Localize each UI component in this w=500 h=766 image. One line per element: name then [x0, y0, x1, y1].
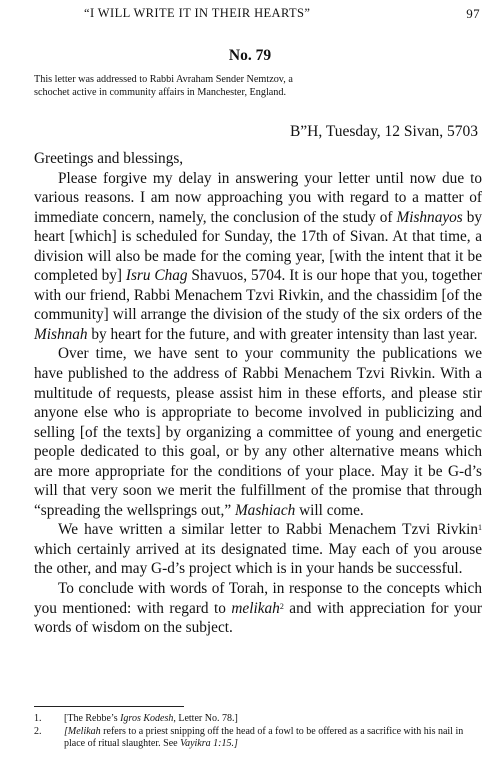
footnote-1 [34, 713, 482, 726]
greeting: Greetings and blessings, [34, 150, 184, 167]
p4-text-c: and with appreciation for your words of wisdom on the subject. [34, 599, 483, 637]
fn1-term-igros-kodesh: Igros Kodesh [120, 713, 174, 724]
footnotes [34, 713, 482, 751]
p1-term-mishnayos: Mishnayos [396, 208, 463, 226]
fn1-text-a: [The Rebbe’s [64, 713, 121, 724]
running-head-title: “I WILL WRITE IT IN THEIR HEARTS” [84, 6, 311, 20]
paragraph-4 [34, 579, 482, 638]
p1-term-mishnah: Mishnah [34, 325, 88, 343]
paragraph-1 [34, 169, 482, 345]
footnote-ref-2: 2 [279, 601, 284, 611]
p3-text-a: We have written a similar letter to Rabbi Menachem Tzvi Rivkin [58, 521, 478, 539]
p1-text-a: Please forgive my delay in answering your letter until now due to various reasons. I am now approaching you with regard to a matter of immediate concern, namely, the conclusion of the study of [34, 169, 482, 226]
fn2-term-melikah: Melikah [67, 725, 101, 737]
p4-text-a: To conclude with words of Torah, in response to the concepts which you mentioned: with regard to [34, 580, 482, 617]
p1-text-c: by heart [which] is scheduled for Sunday, the 17th of Sivan. At that time, a division will also be made for the coming year, [with the intent that it be completed by] [34, 208, 482, 285]
fn2-text-a: [ [64, 725, 68, 737]
paragraph-3 [34, 520, 482, 579]
p1-text-g: by heart for the future, and with greater intensity than last year. [87, 325, 478, 343]
p2-text-c: will come. [295, 501, 364, 519]
footnote-number: 2. [34, 725, 42, 737]
p1-term-isru-chag: Isru Chag [125, 267, 188, 285]
footnote-text [64, 726, 482, 751]
letter-number: No. 79 [228, 47, 272, 64]
fn1-text-c: , Letter No. 78.] [173, 713, 238, 724]
letter-dateline: B”H, Tuesday, 12 Sivan, 5703 [289, 123, 478, 140]
paragraph-2 [34, 344, 482, 520]
letter-body [34, 149, 482, 638]
p4-term-melikah: melikah [231, 599, 280, 617]
p2-term-mashiach: Mashiach [234, 501, 296, 519]
footnote-text [64, 713, 482, 726]
page-number: 97 [466, 6, 480, 21]
footnote-ref-1: 1 [478, 523, 482, 533]
letter-intro-note: This letter was addressed to Rabbi Avraham Sender Nemtzov, a schochet active in community affairs in Manchester, England. [34, 74, 293, 99]
p1-text-e: Shavuos, 5704. It is our hope that you, together with our friend, Rabbi Menachem Tzvi Rivkin, and the chassidim [of the community] will arrange the division of the study of the six orders of the [34, 267, 482, 324]
footnote-number: 1. [34, 713, 42, 724]
fn2-term-vayikra: Vayikra [180, 738, 211, 749]
footnote-divider [34, 706, 184, 707]
fn2-text-e: 1:15.] [210, 738, 238, 749]
p2-text-a: Over time, we have sent to your community the publications we have published to the address of Rabbi Menachem Tzvi Rivkin. With a multitude of requests, please assist him in these efforts, and please stir anyone else who is appropriate to become involved in publicizing and selling [of the texts] by organizing a committee of young and energetic people dedicated to this goal, or by any other alternative means which are more appropriate for the conditions of your place. May it be G-d’s will that very soon we merit the fulfillment of the promise that through “spreading the wellsprings out,” [34, 345, 482, 519]
p3-text-b: which certainly arrived at its designated time. May each of you arouse the other, and may G-d’s project which is in your hands be successful. [34, 540, 482, 578]
footnote-2 [34, 726, 482, 751]
fn2-text-c: refers to a priest snipping off the head of a fowl to be offered as a sacrifice with his nail in place of ritual slaughter. See [64, 725, 464, 749]
